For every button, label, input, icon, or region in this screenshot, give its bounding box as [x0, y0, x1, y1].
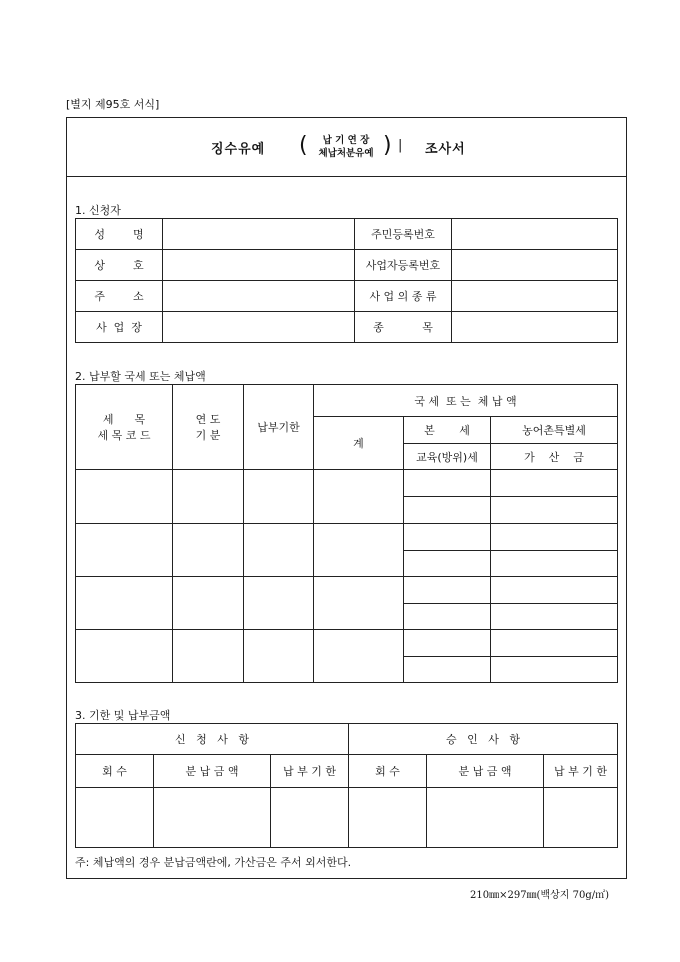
cell-rural[interactable]: [491, 524, 618, 551]
header-year-label: 연 도: [195, 413, 221, 426]
cell-count-approved[interactable]: [349, 788, 427, 848]
cell-total[interactable]: [314, 630, 404, 683]
table-row: [76, 630, 618, 657]
cell-total[interactable]: [314, 577, 404, 630]
label-item: 종 목: [355, 312, 452, 343]
table-row: [76, 281, 618, 312]
label-business-type: 사 업 의 종 류: [355, 281, 452, 312]
section3-heading: 3. 기한 및 납부금액: [75, 709, 171, 722]
header-tax-item: [76, 385, 173, 470]
cell-principal[interactable]: [404, 470, 491, 497]
value-name[interactable]: [163, 219, 355, 250]
cell-surcharge[interactable]: [491, 551, 618, 577]
value-resident-number[interactable]: [452, 219, 618, 250]
section1-heading: 1. 신청자: [75, 204, 121, 217]
header-education-tax: 교육(방위)세: [404, 444, 491, 470]
cell-rural[interactable]: [491, 577, 618, 604]
cell-due[interactable]: [271, 788, 349, 848]
cell-tax-item[interactable]: [76, 577, 173, 630]
header-due-approved: 납 부 기 한: [544, 755, 618, 788]
title-right: 조사서: [425, 142, 466, 157]
value-item[interactable]: [452, 312, 618, 343]
title-band: [67, 118, 626, 177]
form-label: [별지 제95호 서식]: [66, 98, 160, 111]
cell-due[interactable]: [244, 524, 314, 577]
cell-rural[interactable]: [491, 630, 618, 657]
title-option-extension: 납 기 연 장: [322, 135, 370, 146]
header-count: 회 수: [76, 755, 154, 788]
cell-surcharge[interactable]: [491, 657, 618, 683]
header-period-label: 기 분: [195, 429, 221, 442]
cell-year[interactable]: [173, 524, 244, 577]
cell-principal[interactable]: [404, 524, 491, 551]
cell-surcharge[interactable]: [491, 604, 618, 630]
cell-total[interactable]: [314, 470, 404, 524]
label-address: 주 소: [76, 281, 163, 312]
cell-due-approved[interactable]: [544, 788, 618, 848]
label-business-place: 사 업 장: [76, 312, 163, 343]
cell-education[interactable]: [404, 604, 491, 630]
header-rural-tax: 농어촌특별세: [491, 417, 618, 444]
header-surcharge: 가 산 금: [491, 444, 618, 470]
table-row: [76, 250, 618, 281]
cell-principal[interactable]: [404, 577, 491, 604]
tax-table: [75, 384, 618, 683]
applicant-table: [75, 218, 618, 343]
value-trade-name[interactable]: [163, 250, 355, 281]
installment-table: [75, 723, 618, 848]
cell-amount-approved[interactable]: [427, 788, 544, 848]
cell-year[interactable]: [173, 630, 244, 683]
label-resident-number: 주민등록번호: [355, 219, 452, 250]
title-bracket-left: (: [299, 133, 308, 158]
title-options: [307, 134, 385, 160]
header-approve-group: 승 인 사 항: [349, 724, 618, 755]
value-address[interactable]: [163, 281, 355, 312]
table-row: [76, 755, 618, 788]
title-bracket-right: ): [383, 133, 392, 158]
table-row: [76, 312, 618, 343]
cell-due[interactable]: [244, 577, 314, 630]
cell-due[interactable]: [244, 630, 314, 683]
label-name: 성 명: [76, 219, 163, 250]
table-row: [76, 577, 618, 604]
cell-rural[interactable]: [491, 470, 618, 497]
cell-year[interactable]: [173, 470, 244, 524]
table-row: [76, 470, 618, 497]
cell-count[interactable]: [76, 788, 154, 848]
header-count-approved: 회 수: [349, 755, 427, 788]
cell-tax-item[interactable]: [76, 470, 173, 524]
cell-due[interactable]: [244, 470, 314, 524]
header-amount: 분 납 금 액: [154, 755, 271, 788]
table-row: [76, 524, 618, 551]
header-tax-code-label: 세 목 코 드: [97, 429, 151, 442]
header-principal: 본 세: [404, 417, 491, 444]
header-total: 계: [314, 417, 404, 470]
cell-amount[interactable]: [154, 788, 271, 848]
cell-principal[interactable]: [404, 630, 491, 657]
paper-spec: 210㎜×297㎜(백상지 70g/㎡): [470, 890, 610, 901]
header-due-date: 납부기한: [244, 385, 314, 470]
table-row: [76, 385, 618, 417]
footnote: 주: 체납액의 경우 분납금액란에, 가산금은 주서 외서한다.: [75, 856, 352, 869]
title-option-deferral: 체납처분유예: [318, 148, 374, 159]
table-row: [76, 219, 618, 250]
section2-heading: 2. 납부할 국세 또는 체납액: [75, 370, 206, 383]
value-business-type[interactable]: [452, 281, 618, 312]
table-row: [76, 788, 618, 848]
table-row: [76, 724, 618, 755]
header-amount-approved: 분 납 금 액: [427, 755, 544, 788]
title-bar: |: [398, 138, 403, 153]
label-trade-name: 상 호: [76, 250, 163, 281]
form-frame: [66, 117, 627, 879]
header-apply-group: 신 청 사 항: [76, 724, 349, 755]
cell-total[interactable]: [314, 524, 404, 577]
header-due: 납 부 기 한: [271, 755, 349, 788]
header-tax-item-label: 세 목: [102, 413, 146, 426]
cell-education[interactable]: [404, 551, 491, 577]
cell-education[interactable]: [404, 657, 491, 683]
header-tax-group: 국 세 또 는 체 납 액: [314, 385, 618, 417]
value-business-place[interactable]: [163, 312, 355, 343]
header-year: [173, 385, 244, 470]
cell-year[interactable]: [173, 577, 244, 630]
cell-tax-item[interactable]: [76, 524, 173, 577]
label-business-number: 사업자등록번호: [355, 250, 452, 281]
cell-surcharge[interactable]: [491, 497, 618, 524]
title-left: 징수유예: [211, 142, 266, 157]
value-business-number[interactable]: [452, 250, 618, 281]
cell-education[interactable]: [404, 497, 491, 524]
cell-tax-item[interactable]: [76, 630, 173, 683]
